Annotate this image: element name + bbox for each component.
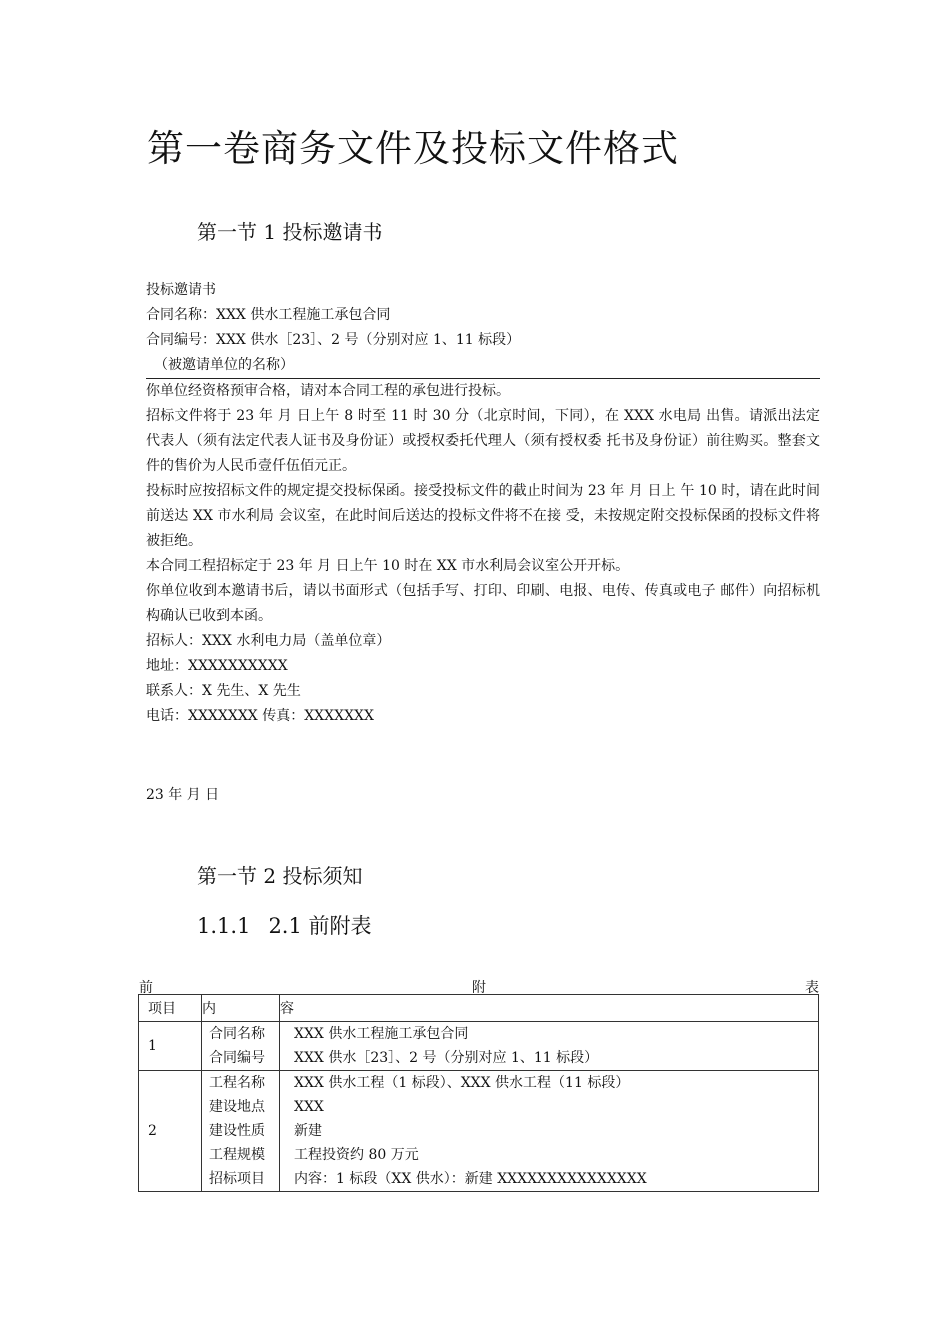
table-row (139, 1071, 819, 1192)
row-label: 合同名称 (209, 1026, 265, 1042)
row-label: 工程规模 (209, 1147, 265, 1163)
row-label: 招标项目 (209, 1171, 265, 1187)
row-label: 建设性质 (209, 1123, 265, 1139)
recipient-placeholder: （被邀请单位的名称） (154, 357, 294, 373)
row-label: 建设地点 (209, 1099, 265, 1115)
row-label: 工程名称 (209, 1075, 265, 1091)
row-values (280, 1071, 819, 1192)
letter-paragraph: 你单位收到本邀请书后，请以书面形式（包括手写、打印、印刷、电报、电传、传真或电子 邮件）向招标机构确认已收到本函。 (146, 583, 820, 624)
row-labels (202, 1071, 280, 1192)
row-number: 2 (139, 1071, 202, 1192)
header-content-2: 容 (280, 995, 819, 1022)
recipient-line (146, 353, 820, 379)
row-value: 工程投资约 80 万元 (294, 1147, 419, 1163)
section-heading-invitation: 第一节 1 投标邀请书 (197, 220, 383, 244)
section-heading-instructions: 第一节 2 投标须知 (197, 864, 363, 888)
row-label: 合同编号 (209, 1050, 265, 1066)
data-sheet-table (138, 994, 819, 1192)
section-heading-data-sheet (197, 910, 372, 940)
row-value: XXX (294, 1099, 324, 1115)
tenderer: 招标人：XXX 水利电力局（盖单位章） (146, 633, 391, 649)
caption-char: 前 (139, 980, 153, 996)
row-value: 新建 (294, 1123, 322, 1139)
row-number: 1 (139, 1022, 202, 1071)
caption-char: 附 (472, 980, 486, 996)
letter-paragraph: 投标时应按招标文件的规定提交投标保函。接受投标文件的截止时间为 23 年 月 日上 午 10 时，请在此时间前送达 XX 市水利局 会议室，在此时间后送达的投标文件将不在接 受，未按规定附交投标保函的投标文件将被拒绝。 (146, 483, 820, 549)
letter-paragraph: 招标文件将于 23 年 月 日上午 8 时至 11 时 30 分（北京时间，下同），在 XXX 水电局 出售。请派出法定代表人（须有法定代表人证书及身份证）或授权委托代理人（须有授权委 托书及身份证）前往购买。整套文件的售价为人民币壹仟伍佰元正。 (146, 408, 820, 474)
caption-char: 表 (805, 980, 819, 996)
section-number: 1.1.1 (197, 914, 251, 938)
letter-paragraph: 本合同工程招标定于 23 年 月 日上午 10 时在 XX 市水利局会议室公开开标。 (146, 558, 630, 574)
table-header-row (139, 995, 819, 1022)
invitation-letter (146, 278, 820, 729)
row-labels (202, 1022, 280, 1071)
page-title: 第一卷商务文件及投标文件格式 (147, 127, 679, 170)
contract-number: 合同编号：XXX 供水［23］、2 号（分别对应 1、11 标段） (146, 332, 521, 348)
contract-name: 合同名称：XXX 供水工程施工承包合同 (146, 307, 391, 323)
row-value: XXX 供水［23］、2 号（分别对应 1、11 标段） (294, 1050, 599, 1066)
row-value: XXX 供水工程（1 标段）、XXX 供水工程（11 标段） (294, 1075, 630, 1091)
address: 地址：XXXXXXXXXX (146, 658, 288, 674)
contact-person: 联系人：X 先生、X 先生 (146, 683, 301, 699)
row-value: 内容：1 标段（XX 供水）：新建 XXXXXXXXXXXXXXX (294, 1171, 647, 1187)
letter-paragraph: 你单位经资格预审合格，请对本合同工程的承包进行投标。 (146, 383, 510, 399)
section-title: 2.1 前附表 (268, 914, 372, 938)
letter-heading: 投标邀请书 (146, 282, 216, 298)
row-value: XXX 供水工程施工承包合同 (294, 1026, 469, 1042)
phone-fax: 电话：XXXXXXX 传真：XXXXXXX (146, 708, 374, 724)
row-values (280, 1022, 819, 1071)
table-row (139, 1022, 819, 1071)
header-item: 项目 (139, 995, 202, 1022)
letter-date: 23 年 月 日 (146, 787, 220, 803)
header-content-1: 内 (202, 995, 280, 1022)
